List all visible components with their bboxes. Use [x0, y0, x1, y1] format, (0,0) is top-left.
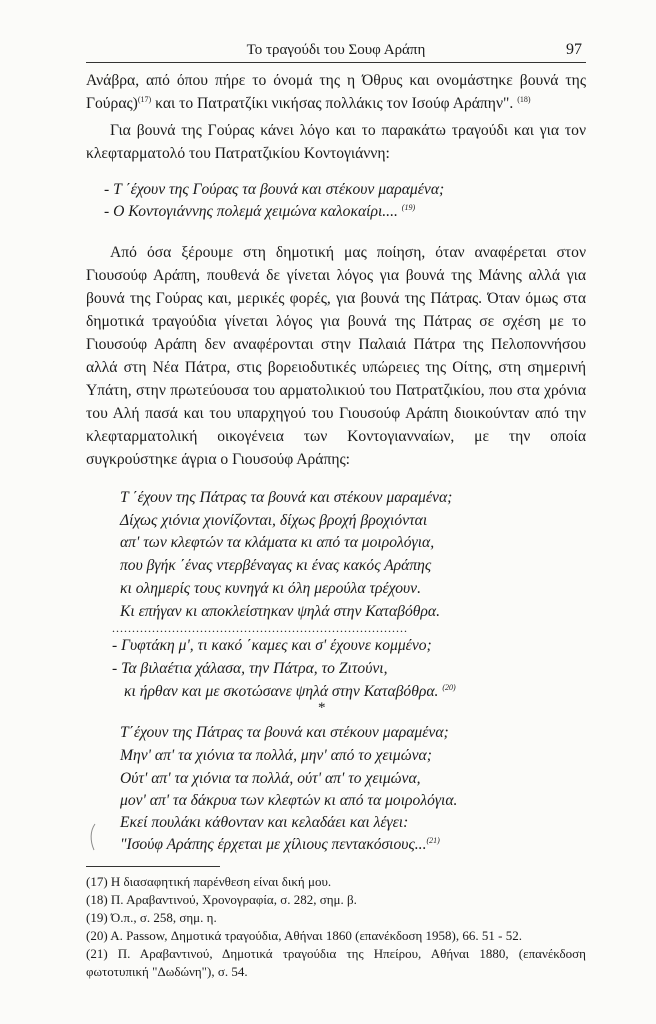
song2-dialog3: [124, 682, 456, 702]
p3-line7: Υπάτη, στην πρωτεύουσα του αρματολικιού του Πατρατζικίου, που στα χρόνια: [86, 382, 586, 399]
song1-line1: - Τ ΄έχουν της Γούρας τα βουνά και στέκουν μαραμένα;: [104, 181, 445, 198]
p3-line5: Γιουσούφ Αράπη δεν αναφέρονται στην Παλαιά Πάτρα της Πελοποννήσου: [86, 336, 586, 353]
song3-line4: μον' απ' τα δάκρυα των κλεφτών κι από τα μοιρολόγια.: [120, 792, 458, 809]
p3-line3: βουνά της Γούρας και, μερικές φορές, για βουνά της Πάτρας. Όταν όμως στα: [86, 290, 586, 307]
song2-dialog2: - Τα βιλαέτια χάλασα, την Πάτρα, το Ζιτούνι,: [112, 660, 388, 677]
song2-line3: απ' των κλεφτών τα κλάματα κι από τα μοιρολόγια,: [120, 534, 435, 551]
song2-dialog1: - Γυφτάκη μ', τι κακό ΄καμες και σ' έχουνε κομμένο;: [112, 637, 432, 654]
footnote-18: (18) Π. Αραβαντινού, Χρονογραφία, σ. 282, σημ. β.: [86, 892, 357, 907]
p1-line2: [86, 94, 531, 114]
footnote-20: (20) A. Passow, Δημοτικά τραγούδια, Αθήναι 1860 (επανέκδοση 1958), 66. 51 - 52.: [86, 928, 522, 943]
footnote-ref-19: (19): [401, 203, 416, 212]
page-number: 97: [566, 41, 582, 58]
p3-line4: δημοτικά τραγούδια γίνεται λόγος για βουνά της Πάτρας σε σχέση με το: [86, 313, 586, 330]
p2-line2: κλεφταρματολό του Πατρατζικίου Κοντογιάννη:: [86, 145, 390, 162]
running-title: Το τραγούδι του Σουφ Αράπη: [246, 42, 426, 58]
song3-line6-text: "Ισούφ Αράπης έρχεται με χίλιους πεντακόσιους...: [120, 836, 427, 853]
footnote-17: (17) Η διασαφητική παρένθεση είναι δική μου.: [86, 874, 332, 889]
song3-line6: [120, 835, 440, 855]
song3-line2: Μην' απ' τα χιόνια τα πολλά, μην' από το χειμώνα;: [120, 747, 432, 764]
song3-line1: Τ΄έχουν της Πάτρας τα βουνά και στέκουν μαραμένα;: [120, 724, 449, 741]
footnote-ref-20: (20): [442, 683, 456, 692]
song2-line4: που βγήκ ΄ένας ντερβέναγας κι ένας κακός Αράπης: [120, 557, 432, 574]
footnote-19: (19) Ό.π., σ. 258, σημ. η.: [86, 910, 217, 925]
song2-line2: Δίχως χιόνια χιονίζονται, δίχως βροχή βροχιόνται: [120, 512, 428, 529]
running-header: [86, 40, 586, 63]
pencil-mark: [88, 823, 98, 851]
p3-line6: αλλά στη Νέα Πάτρα, στις βορειοδυτικές υπώρειες της Οίτης, στη σημερινή: [86, 359, 586, 376]
song3-line3: Ούτ' απ' τα χιόνια τα πολλά, ούτ' απ' το χειμώνα,: [120, 770, 421, 787]
section-separator: *: [318, 700, 326, 716]
footnote-21-line1: (21) Π. Αραβαντινού, Δημοτικά τραγούδια της Ηπείρου, Αθήναι 1880, (επανέκδοση: [86, 946, 586, 961]
song2-dots: ..........................................................................: [112, 621, 408, 635]
footnote-ref-17: (17): [137, 95, 152, 104]
song1-line2-text: - Ο Κοντογιάννης πολεμά χειμώνα καλοκαίρι....: [104, 203, 398, 220]
footnote-21-line2: φωτοτυπική "Δωδώνη"), σ. 54.: [86, 964, 248, 979]
song2-line1: Τ ΄έχουν της Πάτρας τα βουνά και στέκουν μαραμένα;: [120, 489, 453, 506]
song3-line5: Εκεί πουλάκι κάθονταν και κελαδάει και λέγει:: [120, 814, 409, 831]
footnote-ref-18: (18): [517, 95, 531, 104]
p3-line9: κλεφταρματολική οικογένεια των Κοντογιανναίων, με την οποία: [86, 428, 586, 445]
song1-line2: [104, 202, 415, 222]
p3-line2: Γιουσούφ Αράπη, πουθενά δε γίνεται λόγος για βουνά της Μάνης αλλά για: [86, 267, 586, 284]
p1-line1: Ανάβρα, από όπου πήρε το όνομά της η Όθρυς και ονομάστηκε βουνά της: [86, 72, 586, 89]
p3-line10: συγκρούστηκε άγρια ο Γιουσούφ Αράπης:: [86, 451, 350, 468]
p1-text-b: και το Πατρατζίκι νικήσας πολλάκις τον Ισούφ Αράπην".: [155, 95, 514, 112]
p2-line1: Για βουνά της Γούρας κάνει λόγο και το παρακάτω τραγούδι και για τον: [110, 122, 586, 139]
footnote-ref-21: (21): [426, 836, 440, 845]
p3-line8: του Αλή πασά και του υπαρχηγού του Γιουσούφ Αράπη διοικούνταν από την: [86, 405, 586, 422]
song2-line6: Κι επήγαν κι αποκλείστηκαν ψηλά στην Καταβόθρα.: [120, 603, 440, 620]
p1-text-a: Γούρας): [86, 95, 138, 112]
song2-line5: κι ολημερίς τους κυνηγά κι όλη μερούλα τρέχουν.: [120, 580, 421, 597]
footnote-rule: [86, 866, 220, 867]
song2-dialog3-text: κι ήρθαν και με σκοτώσανε ψηλά στην Καταβόθρα.: [124, 683, 439, 700]
p3-line1: Από όσα ξέρουμε στη δημοτική μας ποίηση, όταν αναφέρεται στον: [110, 244, 586, 261]
